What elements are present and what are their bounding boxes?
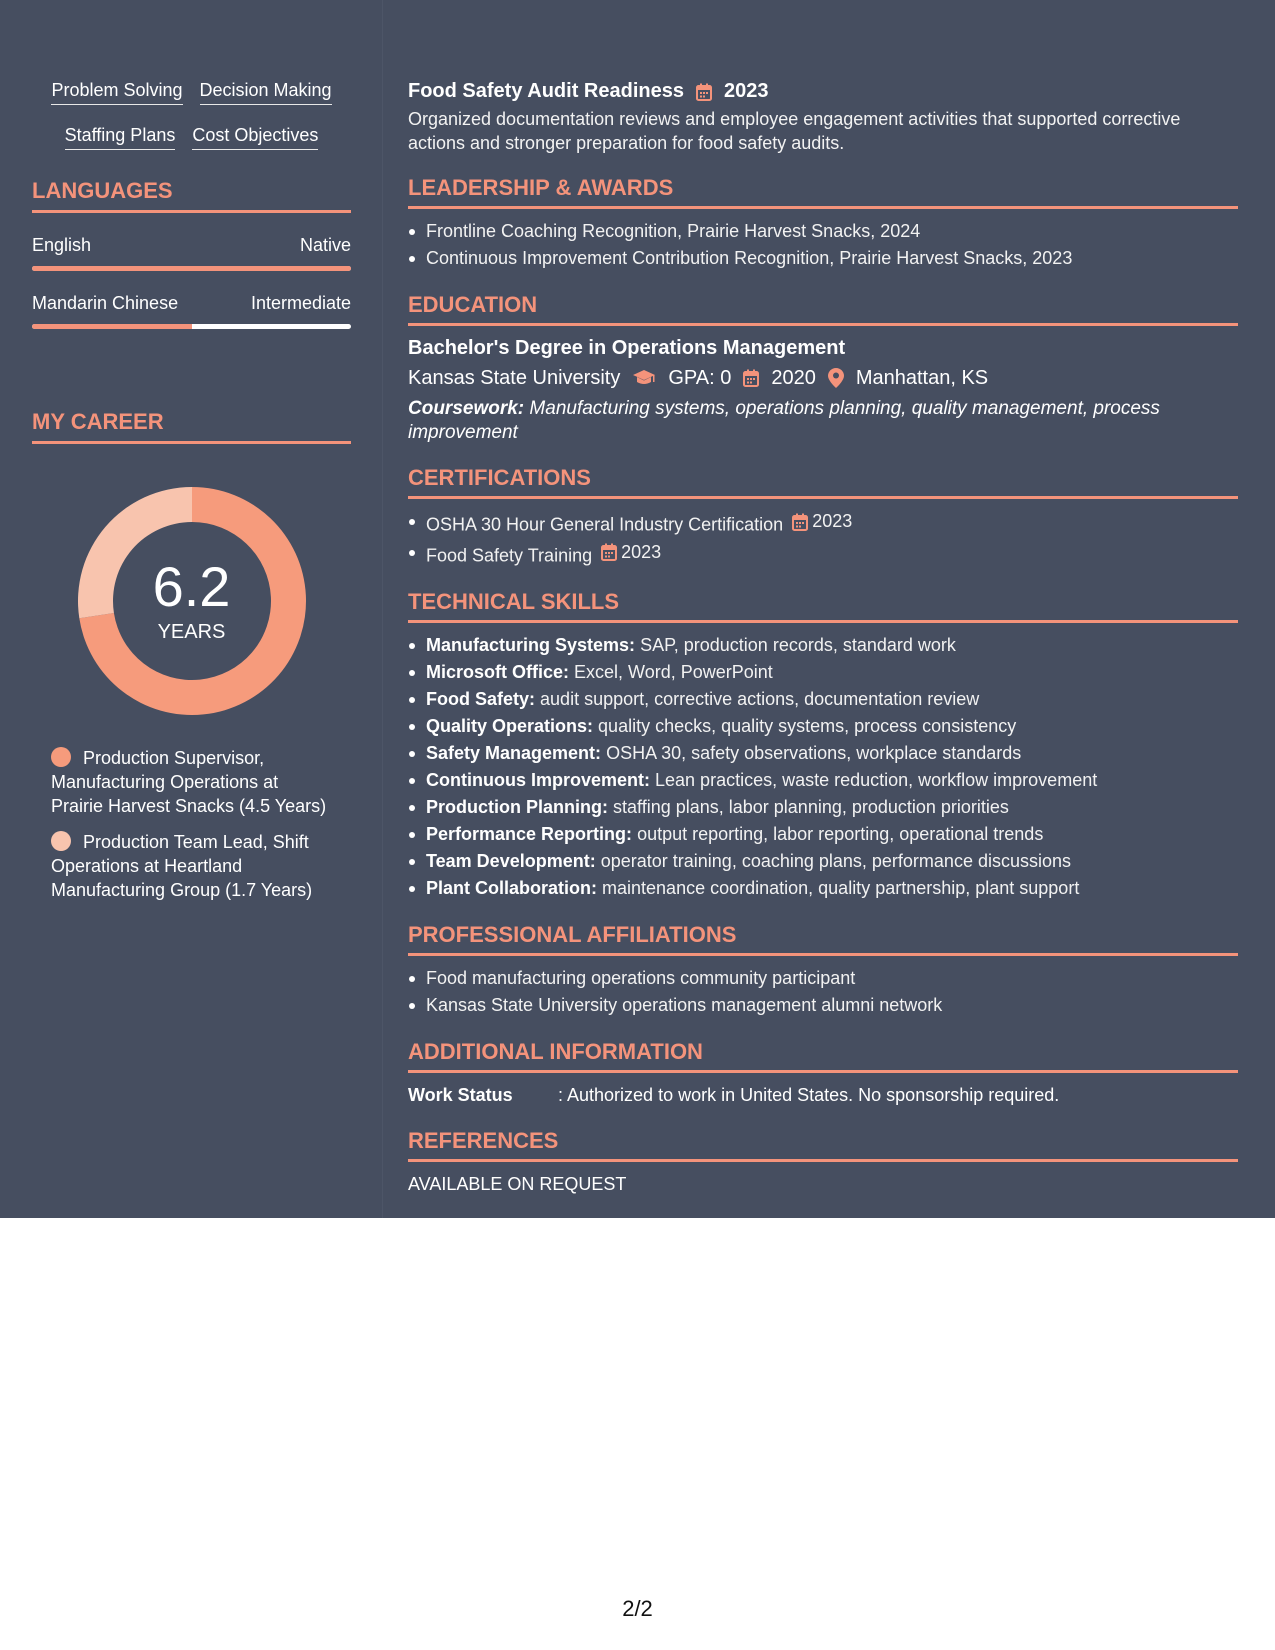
skill-category-label: Plant Collaboration:	[426, 878, 597, 898]
list-item	[408, 740, 1238, 767]
references-text: AVAILABLE ON REQUEST	[408, 1174, 627, 1194]
technical-skills-heading: TECHNICAL SKILLS	[408, 589, 1238, 623]
work-status-value: : Authorized to work in United States. No sponsorship required.	[558, 1085, 1060, 1105]
calendar-icon	[601, 543, 617, 561]
skill-tag: Staffing Plans	[65, 125, 176, 150]
skill-category-label: Microsoft Office:	[426, 662, 570, 682]
legend-dot-icon	[51, 831, 71, 851]
leadership-list	[408, 218, 1238, 272]
certification-name: OSHA 30 Hour General Industry Certification	[426, 514, 784, 535]
skill-tag: Problem Solving	[51, 80, 182, 105]
career-legend-label: Production Team Lead, Shift Operations at Heartland Manufacturing Group (1.7 Years)	[51, 832, 313, 900]
language-proficiency-bar	[32, 266, 351, 271]
skill-category-value: quality checks, quality systems, process consistency	[598, 716, 1017, 736]
education-heading: EDUCATION	[408, 292, 1238, 326]
skill-category-value: operator training, coaching plans, performance discussions	[600, 851, 1071, 871]
list-item	[408, 659, 1238, 686]
skill-category-value: staffing plans, labor planning, production priorities	[613, 797, 1009, 817]
leadership-heading: LEADERSHIP & AWARDS	[408, 175, 1238, 209]
project-description: Organized documentation reviews and employee engagement activities that supported corrective actions and stronger preparation for food safety audits.	[408, 109, 1181, 153]
calendar-icon	[743, 369, 759, 387]
skill-category-label: Production Planning:	[426, 797, 608, 817]
technical-skills-list	[408, 632, 1238, 902]
languages-heading: LANGUAGES	[32, 178, 351, 213]
project-title: Food Safety Audit Readiness	[408, 80, 684, 102]
list-item	[408, 767, 1238, 794]
skill-category-value: audit support, corrective actions, documentation review	[540, 689, 980, 709]
language-proficiency-fill	[32, 324, 192, 329]
list-item	[408, 794, 1238, 821]
list-item	[408, 875, 1238, 902]
career-legend-item	[51, 830, 331, 902]
skill-category-label: Quality Operations:	[426, 716, 594, 736]
certification-date	[792, 508, 852, 535]
language-item	[32, 235, 351, 271]
skill-category-label: Safety Management:	[426, 743, 602, 763]
list-item: Continuous Improvement Contribution Recognition, Prairie Harvest Snacks, 2023	[408, 245, 1238, 272]
language-proficiency-fill	[32, 266, 351, 271]
list-item	[408, 686, 1238, 713]
list-item: Frontline Coaching Recognition, Prairie Harvest Snacks, 2024	[408, 218, 1238, 245]
career-legend-label: Production Supervisor, Manufacturing Operations at Prairie Harvest Snacks (4.5 Years)	[51, 748, 327, 816]
project-title-row	[408, 80, 1238, 103]
language-item	[32, 293, 351, 329]
column-divider	[382, 0, 383, 1218]
skill-category-label: Continuous Improvement:	[426, 770, 650, 790]
skill-category-label: Team Development:	[426, 851, 596, 871]
calendar-icon	[792, 513, 808, 531]
skill-category-value: output reporting, labor reporting, operational trends	[637, 824, 1044, 844]
language-name: English	[32, 235, 92, 255]
certification-year: 2023	[621, 541, 662, 562]
career-total-years: 6.2	[152, 554, 231, 618]
page-number: 2/2	[622, 1596, 653, 1621]
main-content	[408, 80, 1238, 1195]
career-total-unit: YEARS	[157, 620, 226, 643]
skill-category-value: Excel, Word, PowerPoint	[574, 662, 773, 682]
skill-category-value: maintenance coordination, quality partnership, plant support	[602, 878, 1080, 898]
certification-date	[601, 539, 661, 566]
skill-tag: Decision Making	[200, 80, 332, 105]
skill-category-value: Lean practices, waste reduction, workflow improvement	[655, 770, 1098, 790]
list-item: Kansas State University operations management alumni network	[408, 992, 1238, 1019]
sidebar	[32, 80, 351, 914]
education-year: 2020	[771, 367, 816, 389]
list-item	[408, 713, 1238, 740]
education-degree: Bachelor's Degree in Operations Management	[408, 337, 846, 359]
skill-tag: Cost Objectives	[192, 125, 318, 150]
list-item: Food manufacturing operations community participant	[408, 965, 1238, 992]
list-item	[408, 821, 1238, 848]
career-heading: MY CAREER	[32, 409, 351, 444]
list-item	[408, 508, 1238, 539]
calendar-icon	[696, 80, 712, 103]
coursework-text: Manufacturing systems, operations planning, quality management, process improvement	[408, 398, 1160, 443]
skill-category-label: Performance Reporting:	[426, 824, 633, 844]
certification-year: 2023	[812, 511, 853, 531]
certification-name: Food Safety Training	[426, 545, 593, 565]
skills-row	[32, 125, 351, 150]
additional-info-heading: ADDITIONAL INFORMATION	[408, 1039, 1238, 1073]
language-level: Intermediate	[250, 293, 351, 313]
career-legend-item	[51, 746, 331, 818]
certifications-list	[408, 508, 1238, 569]
affiliations-list	[408, 965, 1238, 1019]
coursework-label: Coursework:	[408, 398, 525, 419]
education-location: Manhattan, KS	[855, 367, 989, 389]
language-level: Native	[299, 235, 351, 255]
education-school: Kansas State University	[408, 367, 621, 389]
skill-category-value: SAP, production records, standard work	[640, 635, 956, 655]
language-name: Mandarin Chinese	[32, 293, 179, 313]
skills-row	[32, 80, 351, 105]
work-status-label: Work Status	[408, 1085, 513, 1105]
certifications-heading: CERTIFICATIONS	[408, 465, 1238, 499]
career-donut-chart	[77, 486, 307, 716]
skill-category-label: Food Safety:	[426, 689, 536, 709]
work-status-row	[408, 1082, 1238, 1108]
location-pin-icon	[828, 368, 844, 388]
list-item	[408, 539, 1238, 570]
education-coursework	[408, 397, 1238, 445]
skill-category-label: Manufacturing Systems:	[426, 635, 636, 655]
references-heading: REFERENCES	[408, 1128, 1238, 1162]
affiliations-heading: PROFESSIONAL AFFILIATIONS	[408, 922, 1238, 956]
education-gpa: GPA: 0	[668, 367, 732, 389]
legend-dot-icon	[51, 747, 71, 767]
graduation-cap-icon	[632, 369, 656, 387]
education-meta-row	[408, 363, 1238, 393]
list-item	[408, 848, 1238, 875]
skill-category-value: OSHA 30, safety observations, workplace standards	[606, 743, 1022, 763]
project-year: 2023	[723, 80, 769, 102]
list-item	[408, 632, 1238, 659]
language-proficiency-bar	[32, 324, 351, 329]
